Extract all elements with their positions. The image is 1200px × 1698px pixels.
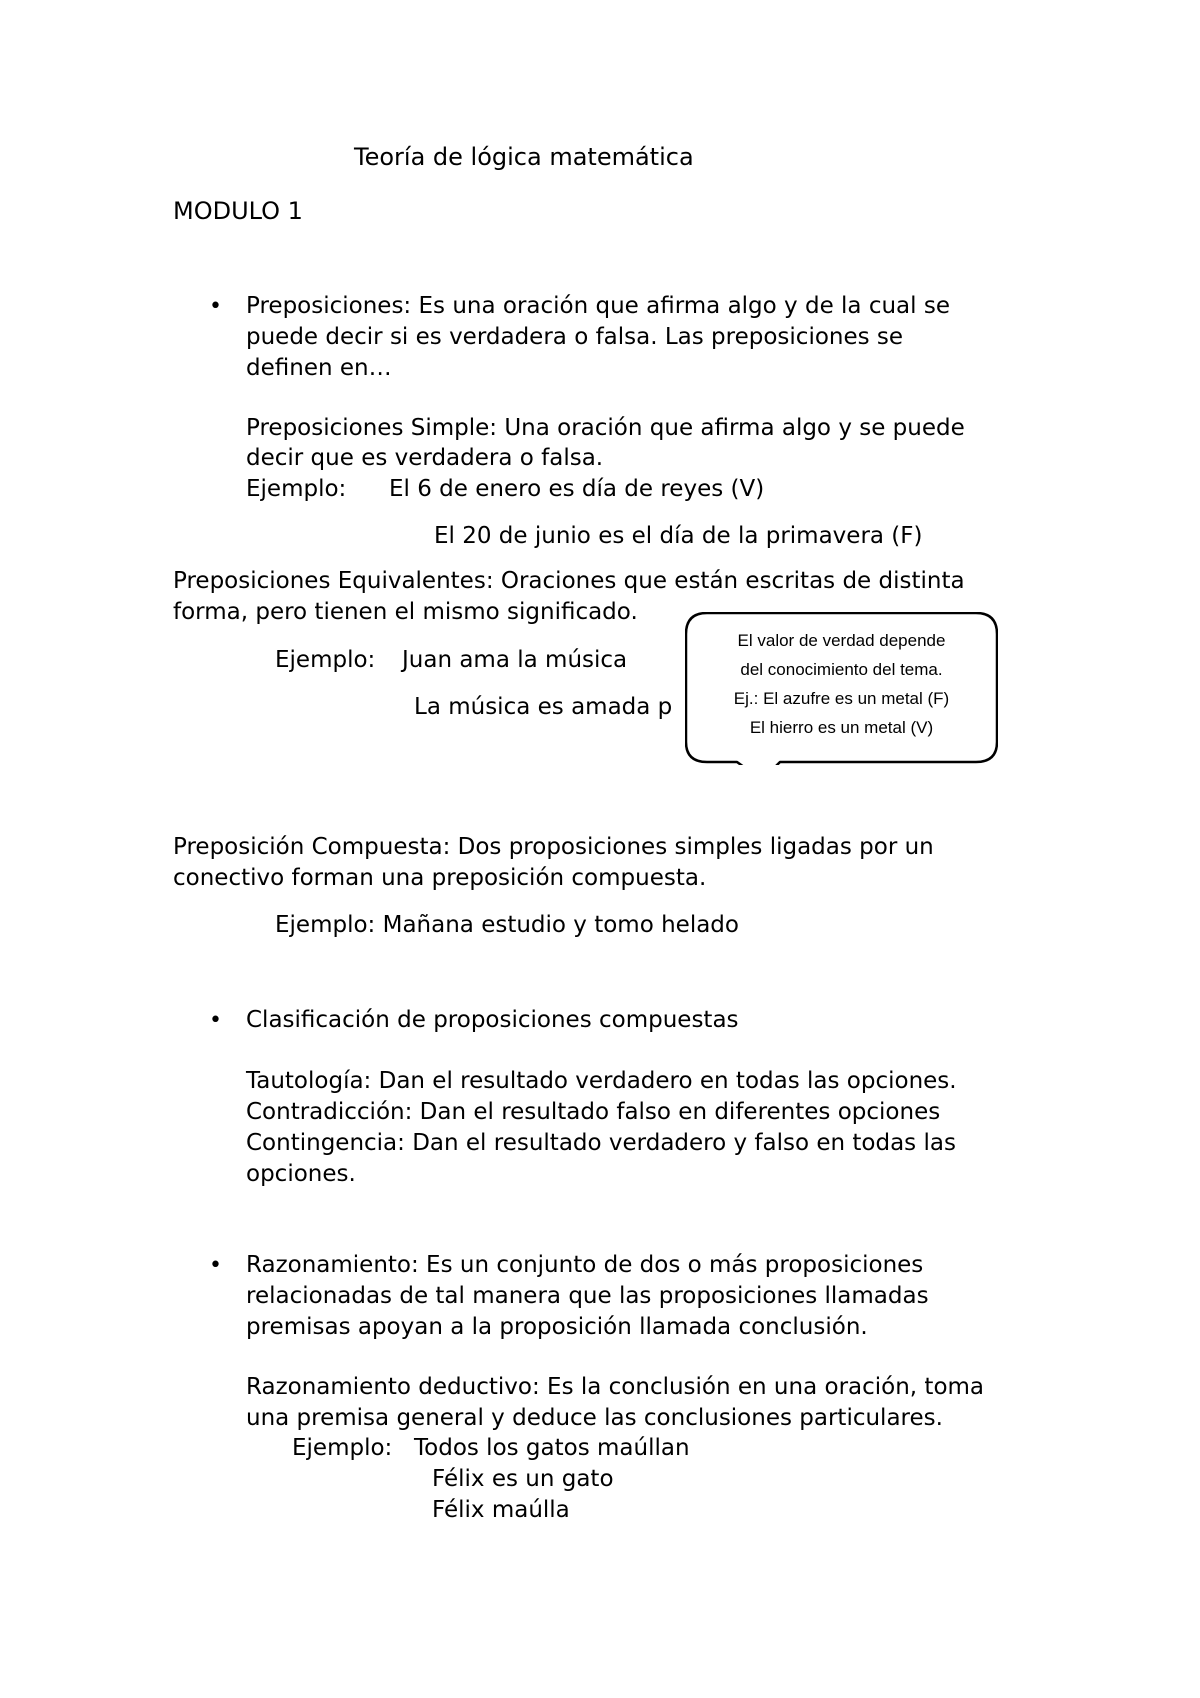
bullet-marker: • xyxy=(209,294,222,319)
bullet-marker: • xyxy=(209,1253,222,1278)
document-title: Teoría de lógica matemática xyxy=(354,143,694,171)
equivalentes-line-2: forma, pero tienen el mismo significado. xyxy=(173,599,638,625)
clasificacion-line-2: Contradicción: Dan el resultado falso en diferentes opciones xyxy=(246,1099,941,1125)
razonamiento-line-2: relacionadas de tal manera que las proposiciones llamadas xyxy=(246,1283,929,1309)
clasificacion-line-1: Tautología: Dan el resultado verdadero en todas las opciones. xyxy=(246,1068,957,1094)
callout-line-3: Ej.: El azufre es un metal (F) xyxy=(733,689,950,708)
razonamiento-line-3: premisas apoyan a la proposición llamada conclusión. xyxy=(246,1314,868,1340)
equivalentes-ejemplo-label: Ejemplo: xyxy=(275,647,376,673)
callout-line-2: del conocimiento del tema. xyxy=(740,660,943,679)
compuesta-line-1: Preposición Compuesta: Dos proposiciones simples ligadas por un xyxy=(173,834,934,860)
razonamiento-ejemplo-1: Todos los gatos maúllan xyxy=(414,1435,690,1461)
deductivo-line-2: una premisa general y deduce las conclusiones particulares. xyxy=(246,1405,943,1431)
preposiciones-line-3: definen en… xyxy=(246,355,392,381)
clasificacion-heading: Clasificación de proposiciones compuestas xyxy=(246,1007,739,1033)
simple-line-2: decir que es verdadera o falsa. xyxy=(246,445,604,471)
equivalentes-ejemplo-2: La música es amada p xyxy=(414,694,673,720)
simple-ejemplo-1: El 6 de enero es día de reyes (V) xyxy=(389,476,765,502)
razonamiento-ejemplo-label: Ejemplo: xyxy=(292,1435,393,1461)
razonamiento-ejemplo-3: Félix maúlla xyxy=(432,1497,570,1523)
razonamiento-line-1: Razonamiento: Es un conjunto de dos o más proposiciones xyxy=(246,1252,924,1278)
bullet-marker: • xyxy=(209,1008,222,1033)
deductivo-line-1: Razonamiento deductivo: Es la conclusión en una oración, toma xyxy=(246,1374,985,1400)
compuesta-line-2: conectivo forman una preposición compuesta. xyxy=(173,865,707,891)
callout-text xyxy=(685,626,998,742)
callout-bubble xyxy=(685,612,998,765)
preposiciones-line-2: puede decir si es verdadera o falsa. Las preposiciones se xyxy=(246,324,904,350)
simple-ejemplo-2: El 20 de junio es el día de la primavera (F) xyxy=(434,523,923,549)
preposiciones-line-1: Preposiciones: Es una oración que afirma algo y de la cual se xyxy=(246,293,950,319)
clasificacion-line-4: opciones. xyxy=(246,1161,356,1187)
simple-line-1: Preposiciones Simple: Una oración que afirma algo y se puede xyxy=(246,415,965,441)
razonamiento-ejemplo-2: Félix es un gato xyxy=(432,1466,614,1492)
equivalentes-line-1: Preposiciones Equivalentes: Oraciones que están escritas de distinta xyxy=(173,568,965,594)
callout-line-1: El valor de verdad depende xyxy=(737,631,946,650)
compuesta-ejemplo: Ejemplo: Mañana estudio y tomo helado xyxy=(275,912,739,938)
simple-ejemplo-label: Ejemplo: xyxy=(246,476,347,502)
clasificacion-line-3: Contingencia: Dan el resultado verdadero y falso en todas las xyxy=(246,1130,956,1156)
module-heading: MODULO 1 xyxy=(173,197,303,225)
equivalentes-ejemplo-1: Juan ama la música xyxy=(402,647,628,673)
callout-line-4: El hierro es un metal (V) xyxy=(749,718,934,737)
